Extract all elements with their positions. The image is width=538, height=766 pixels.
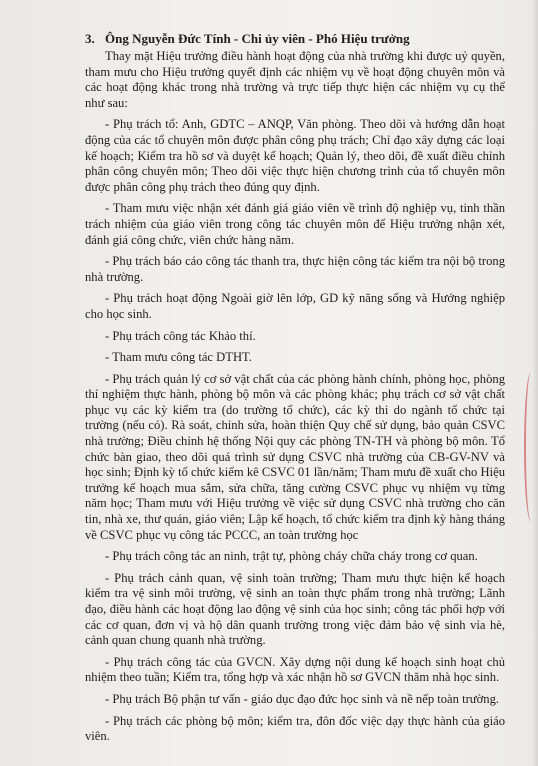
section-number: 3.	[85, 31, 95, 46]
paragraph-intro: Thay mặt Hiệu trưởng điều hành hoạt động của nhà trường khi được uỷ quyền, tham mưu cho Hiệu trưởng quyết định các nhiệm vụ về hoạt động chuyên môn và các hoạt động khác trong nhà trường và trực tiếp thực hiện các nhiệm vụ cụ thể như sau:	[85, 49, 505, 110]
paragraph-duty: - Phụ trách cảnh quan, vệ sinh toàn trường; Tham mưu thực hiện kế hoạch kiểm tra vệ sinh môi trường, vệ sinh an toàn thực phẩm trong nhà trường; Lãnh đạo, điều hành các hoạt động lao động vệ sinh của học sinh; công tác phối hợp với các cơ quan, đơn vị và hộ dân quanh trường trong việc đảm bảo vệ sinh vỉa hè, cảnh quan chung quanh nhà trường.	[85, 570, 505, 648]
paragraph-duty: - Phụ trách Bộ phận tư vấn - giáo dục đạo đức học sinh và nề nếp toàn trường.	[105, 691, 500, 706]
red-seal-stamp	[524, 372, 538, 522]
section-title: Ông Nguyễn Đức Tính - Chi ủy viên - Phó Hiệu trưởng	[105, 31, 410, 46]
section-heading	[85, 30, 505, 47]
paragraph-duty: - Tham mưu việc nhận xét đánh giá giáo viên về trình độ nghiệp vụ, tinh thần trách nhiệm của giáo viên trong công tác chuyên môn để Hiệu trưởng nhận xét, đánh giá công chức, viên chức hàng năm.	[85, 201, 505, 247]
paragraph-duty: - Phụ trách quản lý cơ sở vật chất của các phòng hành chính, phòng học, phòng thí nghiệm thực hành, phòng bộ môn và các phòng khác; phụ trách cơ sở vật chất phục vụ các kỳ kiểm tra (do trường tổ chức), các kỳ thi do ngành tổ chức tại trường (nếu có). Rà soát, chỉnh sửa, hoàn thiện Quy chế sử dụng, bảo quản CSVC nhà trường; Điều chỉnh hệ thống Nội quy các phòng TN-TH và phòng bộ môn. Tổ chức bàn giao, theo dõi quá trình sử dụng CSVC nhà trường của CB-GV-NV và học sinh; Định kỳ tổ chức kiểm kê CSVC 01 lần/năm; Tham mưu đề xuất cho Hiệu trưởng kế hoạch mua sắm, sửa chữa, tăng cường CSVC phục vụ nhiệm vụ từng năm học; Tham mưu với Hiệu trưởng về việc sử dụng CSVC nhà trường cho căn tin, nhà xe, thư quán, giáo viên; Lập kế hoạch, tổ chức kiểm tra định kỳ hàng tháng về CSVC phục vụ công tác PCCC, an toàn trường học	[85, 371, 505, 542]
paragraph-duty: - Phụ trách công tác an ninh, trật tự, phòng cháy chữa cháy trong cơ quan.	[105, 549, 478, 564]
paragraph-duty: - Phụ trách báo cáo công tác thanh tra, thực hiện công tác kiểm tra nội bộ trong nhà trường.	[85, 254, 505, 284]
paragraph-duty: - Phụ trách hoạt động Ngoài giờ lên lớp, GD kỹ năng sống và Hướng nghiệp cho học sinh.	[85, 291, 505, 321]
paragraph-duty: - Phụ trách tổ: Anh, GDTC – ANQP, Văn phòng. Theo dõi và hướng dẫn hoạt động của các tổ chuyên môn được phân công phụ trách; Chỉ đạo xây dựng các loại kế hoạch; Kiểm tra hồ sơ và duyệt kế hoạch; Quản lý, theo dõi, đề xuất điều chỉnh phân công chuyên môn; Theo dõi việc thực hiện chương trình của tổ chuyên môn được phân công phụ trách theo đúng quy định.	[85, 117, 505, 194]
paragraph-duty: - Phụ trách các phòng bộ môn; kiểm tra, đôn đốc việc dạy thực hành của giáo viên.	[85, 713, 505, 744]
paragraph-duty: - Tham mưu công tác DTHT.	[105, 350, 252, 365]
paragraph-duty: - Phụ trách công tác của GVCN. Xây dựng nội dung kế hoạch sinh hoạt chủ nhiệm theo tuần; Kiểm tra, tổng hợp và xác nhận hồ sơ GVCN thăm nhà học sinh.	[85, 654, 505, 685]
paragraph-duty: - Phụ trách công tác Khảo thí.	[105, 328, 256, 343]
document-body	[85, 30, 505, 751]
